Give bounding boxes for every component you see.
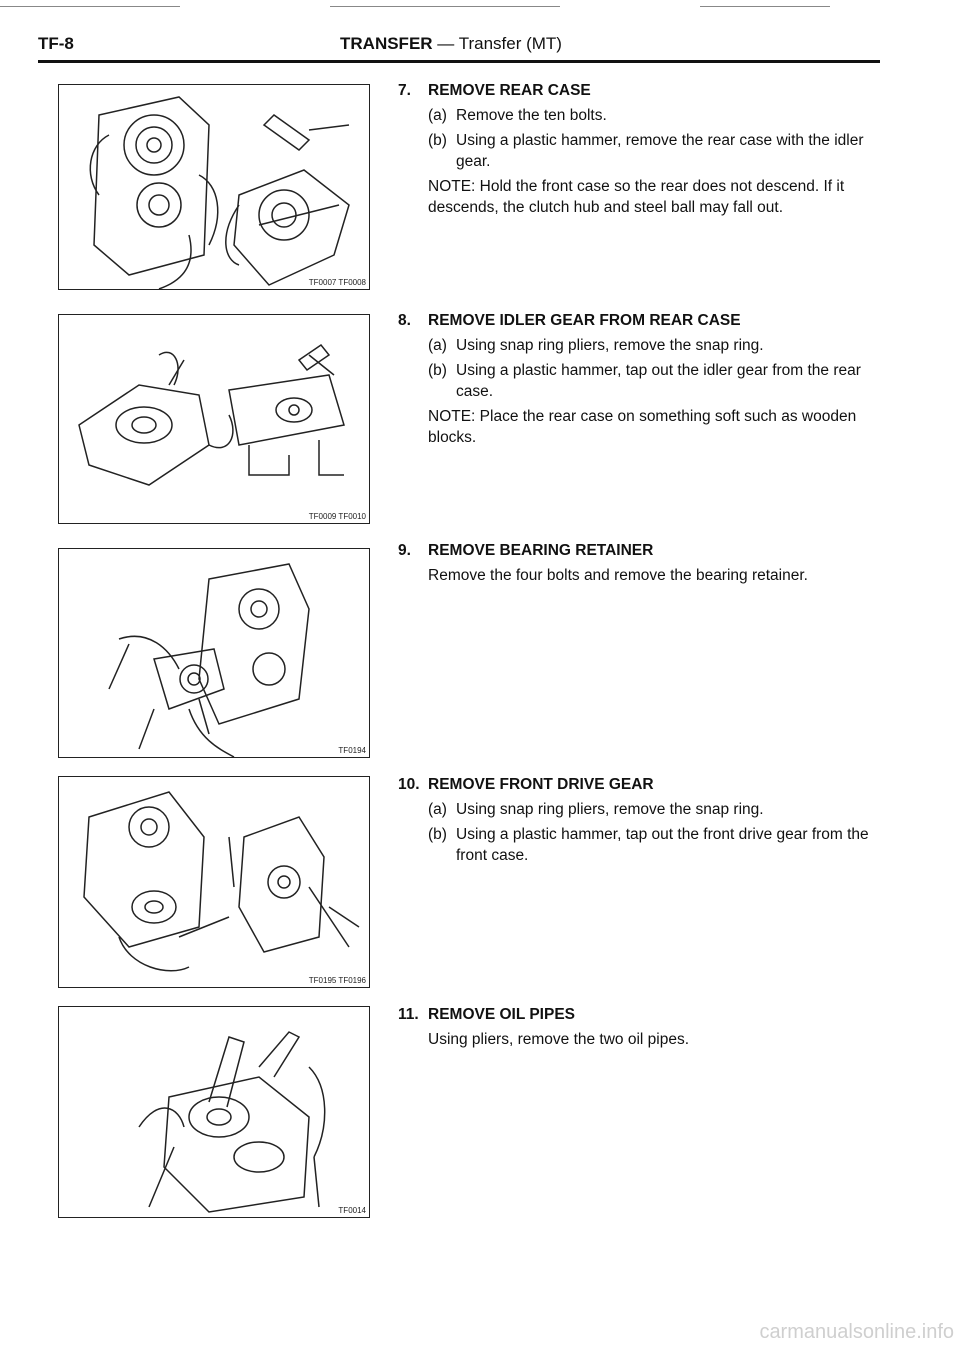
item-text: Remove the ten bolts. <box>456 107 607 124</box>
figure-code: TF0014 <box>338 1206 366 1215</box>
step-heading: REMOVE IDLER GEAR FROM REAR CASE <box>428 312 741 329</box>
item-text: Using a plastic hammer, tap out the front drive gear from the front case. <box>456 826 869 864</box>
step-text: Remove the four bolts and remove the bearing retainer. <box>428 567 808 584</box>
page-header <box>38 32 880 63</box>
step-8 <box>398 310 882 448</box>
step-number: 10. <box>398 776 420 793</box>
step-heading: REMOVE OIL PIPES <box>428 1006 576 1023</box>
item-text: Using snap ring pliers, remove the snap ring. <box>456 337 764 354</box>
step-9 <box>398 540 882 590</box>
section-title: TRANSFER <box>340 34 433 53</box>
figure-remove-oil-pipes <box>58 1006 370 1218</box>
step-title <box>398 310 882 331</box>
step-note: NOTE: Hold the front case so the rear does not descend. If it descends, the clutch hub and steel ball may fall out. <box>428 178 845 216</box>
scan-artifact <box>700 6 830 7</box>
step-item <box>398 335 882 356</box>
figure-remove-idler-gear <box>58 314 370 524</box>
step-item <box>398 130 882 172</box>
step-7 <box>398 80 882 218</box>
illustration <box>59 549 369 757</box>
step-heading: REMOVE FRONT DRIVE GEAR <box>428 776 654 793</box>
step-text: Using pliers, remove the two oil pipes. <box>428 1031 690 1048</box>
scan-artifact <box>330 6 560 7</box>
item-label: (a) <box>428 801 447 818</box>
section-subtitle: — Transfer (MT) <box>437 34 562 53</box>
step-number: 7. <box>398 82 411 99</box>
page-number: TF-8 <box>38 34 74 53</box>
step-note: NOTE: Place the rear case on something soft such as wooden blocks. <box>428 408 857 446</box>
item-label: (a) <box>428 337 447 354</box>
illustration <box>59 1007 369 1217</box>
illustration <box>59 85 369 289</box>
figure-remove-rear-case <box>58 84 370 290</box>
step-title <box>398 1004 882 1025</box>
step-item <box>398 824 882 866</box>
scan-artifact <box>0 6 180 7</box>
step-title <box>398 80 882 101</box>
item-label: (b) <box>428 132 447 149</box>
step-heading: REMOVE REAR CASE <box>428 82 591 99</box>
page-title <box>340 34 562 54</box>
illustration <box>59 777 369 987</box>
step-11 <box>398 1004 882 1054</box>
step-title <box>398 774 882 795</box>
figure-code: TF0194 <box>338 746 366 755</box>
step-number: 11. <box>398 1006 419 1023</box>
step-item <box>398 799 882 820</box>
step-item <box>398 105 882 126</box>
step-item <box>398 360 882 402</box>
step-10 <box>398 774 882 870</box>
figure-remove-front-drive-gear <box>58 776 370 988</box>
item-text: Using a plastic hammer, tap out the idler gear from the rear case. <box>456 362 861 400</box>
step-title <box>398 540 882 561</box>
step-number: 8. <box>398 312 411 329</box>
step-heading: REMOVE BEARING RETAINER <box>428 542 654 559</box>
figure-code: TF0009 TF0010 <box>308 512 366 521</box>
figure-remove-bearing-retainer <box>58 548 370 758</box>
figure-code: TF0195 TF0196 <box>308 976 366 985</box>
item-text: Using snap ring pliers, remove the snap ring. <box>456 801 764 818</box>
item-label: (a) <box>428 107 447 124</box>
figure-code: TF0007 TF0008 <box>308 278 366 287</box>
item-label: (b) <box>428 826 447 843</box>
step-number: 9. <box>398 542 411 559</box>
item-text: Using a plastic hammer, remove the rear case with the idler gear. <box>456 132 864 170</box>
illustration <box>59 315 369 523</box>
watermark: carmanualsonline.info <box>759 1321 954 1343</box>
item-label: (b) <box>428 362 447 379</box>
